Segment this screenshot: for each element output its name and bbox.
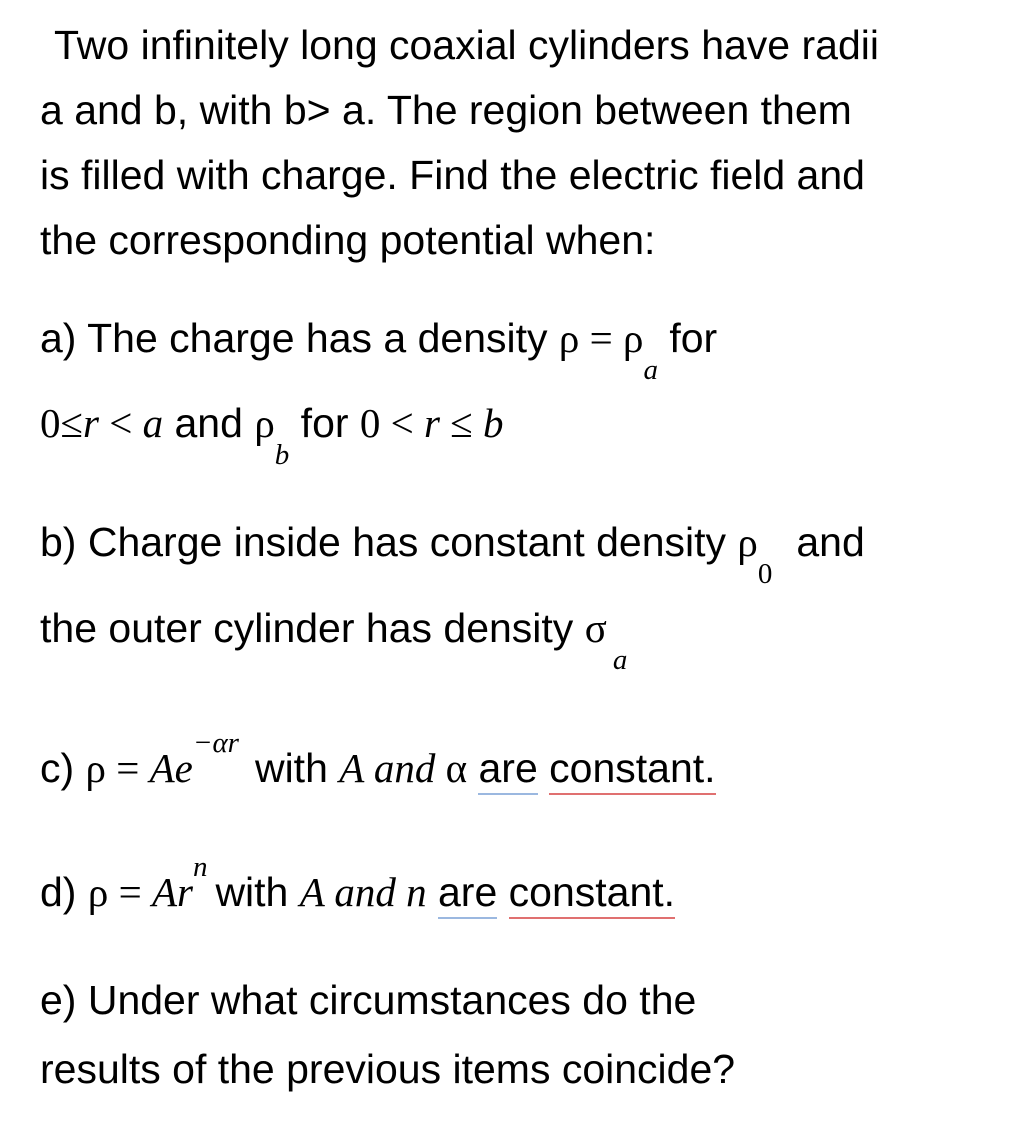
intro-line-4: the corresponding potential when: — [40, 217, 656, 263]
part-b-line-2 — [40, 605, 628, 676]
part-e-line-1: e) Under what circumstances do the — [40, 977, 697, 1023]
with-text: with — [254, 745, 340, 791]
variable-A: A — [299, 869, 325, 915]
sigma-symbol: σ — [584, 605, 607, 651]
part-d-prefix: d) — [40, 869, 88, 915]
rho-symbol: ρ — [622, 315, 644, 361]
intro-line-1: Two infinitely long coaxial cylinders have radii — [54, 22, 879, 68]
part-b-line-1 — [40, 519, 865, 590]
intro-line-3: is filled with charge. Find the electric field and — [40, 152, 865, 198]
for-text: for — [289, 400, 360, 446]
subscript-a: a — [612, 644, 628, 676]
part-a-line-1 — [40, 315, 718, 386]
condition-zero-le: 0≤ — [40, 400, 84, 446]
rho-symbol: ρ — [85, 745, 107, 791]
rho-symbol: ρ — [737, 519, 758, 565]
and-math-text: and — [324, 869, 407, 915]
variable-r: r — [83, 400, 99, 446]
alpha-symbol: α — [445, 745, 468, 791]
equals-sign: = — [106, 745, 150, 791]
part-d-line — [40, 851, 676, 915]
term-Ar: Ar — [151, 869, 193, 915]
variable-a: a — [142, 400, 164, 446]
variable-A: A — [339, 745, 364, 791]
constant-text: constant. — [549, 745, 715, 795]
part-b-line-2-text: the outer cylinder has density — [40, 605, 585, 651]
intro-line-2: a and b, with b> a. The region between them — [40, 87, 852, 133]
with-text: with — [215, 869, 300, 915]
equals-sign: = — [108, 869, 152, 915]
equals-sign: = — [579, 315, 623, 361]
and-text: and — [163, 400, 255, 446]
subscript-zero: 0 — [757, 558, 773, 590]
constant-text: constant. — [509, 869, 675, 919]
and-text: and — [796, 519, 865, 565]
variable-b: b — [483, 400, 504, 446]
superscript-exponent: −αr — [192, 727, 239, 759]
subscript-a: a — [643, 354, 658, 386]
are-text: are — [478, 745, 537, 795]
part-b-prefix: b) Charge inside has constant density — [40, 519, 738, 565]
and-math-text: and — [363, 745, 446, 791]
part-a-line-2 — [40, 400, 504, 471]
are-text: are — [438, 869, 497, 919]
variable-n: n — [406, 869, 427, 915]
part-a-prefix: a) The charge has a density — [40, 315, 559, 361]
for-text: for — [657, 315, 718, 361]
part-c-line — [40, 727, 716, 791]
subscript-b: b — [274, 439, 290, 471]
part-e-line-2: results of the previous items coincide? — [40, 1046, 736, 1092]
part-c-prefix: c) — [40, 745, 86, 791]
condition-zero-lt: 0 < — [359, 400, 425, 446]
less-than-sign: < — [98, 400, 143, 446]
variable-r: r — [424, 400, 441, 446]
rho-symbol: ρ — [87, 869, 109, 915]
rho-symbol: ρ — [558, 315, 580, 361]
rho-symbol: ρ — [254, 400, 275, 446]
term-Ae: Ae — [149, 745, 193, 791]
less-equal-sign: ≤ — [440, 400, 484, 446]
superscript-exponent: n — [192, 851, 208, 883]
